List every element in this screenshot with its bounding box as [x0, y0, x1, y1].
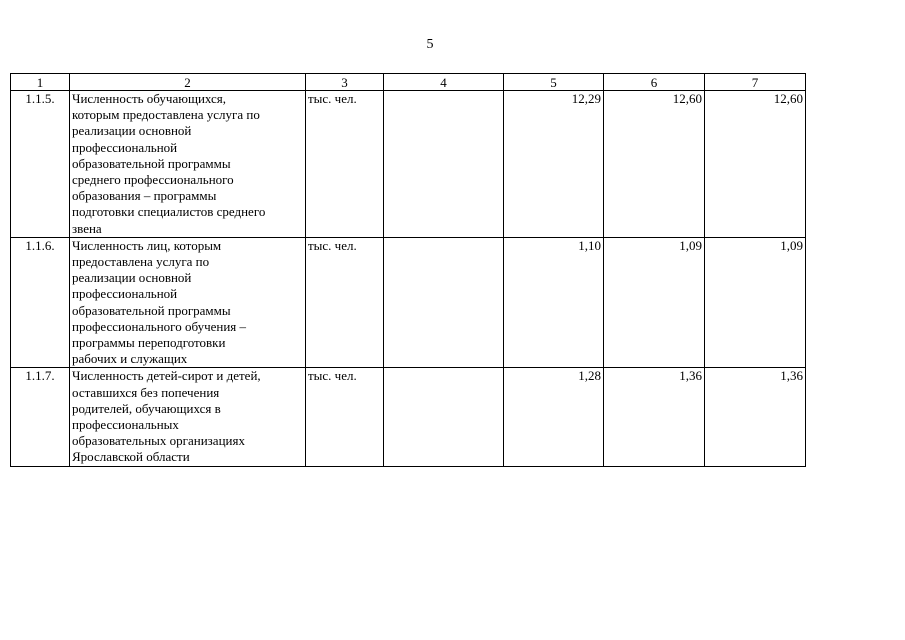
header-col-1: 1 [11, 74, 70, 91]
description-line: образования – программы [72, 188, 217, 204]
description-line: Численность лиц, которым [72, 237, 222, 253]
description-line: профессиональной [72, 139, 178, 155]
row-col5: 1,28 [504, 368, 604, 466]
description-line: образовательной программы [72, 302, 231, 318]
description-line: Численность обучающихся, [72, 91, 227, 106]
description-line: Ярославской области [72, 449, 190, 465]
description-line: предоставлена услуга по [72, 254, 210, 270]
row-description [70, 237, 306, 368]
header-col-2: 2 [70, 74, 306, 91]
row-unit: тыс. чел. [306, 368, 384, 466]
description-line: реализации основной [72, 270, 192, 286]
description-line: родителей, обучающихся в [72, 400, 221, 416]
row-col5: 1,10 [504, 237, 604, 368]
description-line: образовательных организациях [72, 433, 245, 449]
row-col7: 1,36 [705, 368, 806, 466]
description-line: которым предоставлена услуга по [72, 107, 260, 123]
description-line: реализации основной [72, 123, 192, 139]
description-line: подготовки специалистов среднего [72, 204, 266, 220]
row-col7: 12,60 [705, 91, 806, 238]
description-line: оставшихся без попечения [72, 384, 220, 400]
description-line: Численность детей-сирот и детей, [72, 368, 261, 384]
header-col-4: 4 [384, 74, 504, 91]
description-line: программы переподготовки [72, 335, 226, 351]
row-col7: 1,09 [705, 237, 806, 368]
row-code: 1.1.7. [11, 368, 70, 466]
description-line: профессиональных [72, 417, 179, 433]
row-unit: тыс. чел. [306, 91, 384, 238]
table-row [11, 91, 806, 238]
description-line: профессиональной [72, 286, 178, 302]
description-line: профессионального обучения – [72, 318, 247, 334]
header-row [11, 74, 806, 91]
row-col5: 12,29 [504, 91, 604, 238]
description-line: среднего профессионального [72, 172, 234, 188]
row-description [70, 91, 306, 238]
header-col-3: 3 [306, 74, 384, 91]
header-col-7: 7 [705, 74, 806, 91]
page-number: 5 [426, 37, 434, 52]
header-col-5: 5 [504, 74, 604, 91]
description-line: рабочих и служащих [72, 351, 188, 367]
description-line: звена [72, 220, 102, 236]
row-code: 1.1.6. [11, 237, 70, 368]
row-unit: тыс. чел. [306, 237, 384, 368]
row-description [70, 368, 306, 466]
description-line: образовательной программы [72, 155, 231, 171]
table-row [11, 368, 806, 466]
row-col4 [384, 368, 504, 466]
row-col6: 12,60 [604, 91, 705, 238]
header-col-6: 6 [604, 74, 705, 91]
row-code: 1.1.5. [11, 91, 70, 238]
row-col4 [384, 91, 504, 238]
row-col4 [384, 237, 504, 368]
table-row [11, 237, 806, 368]
data-table [10, 73, 806, 467]
row-col6: 1,09 [604, 237, 705, 368]
row-col6: 1,36 [604, 368, 705, 466]
